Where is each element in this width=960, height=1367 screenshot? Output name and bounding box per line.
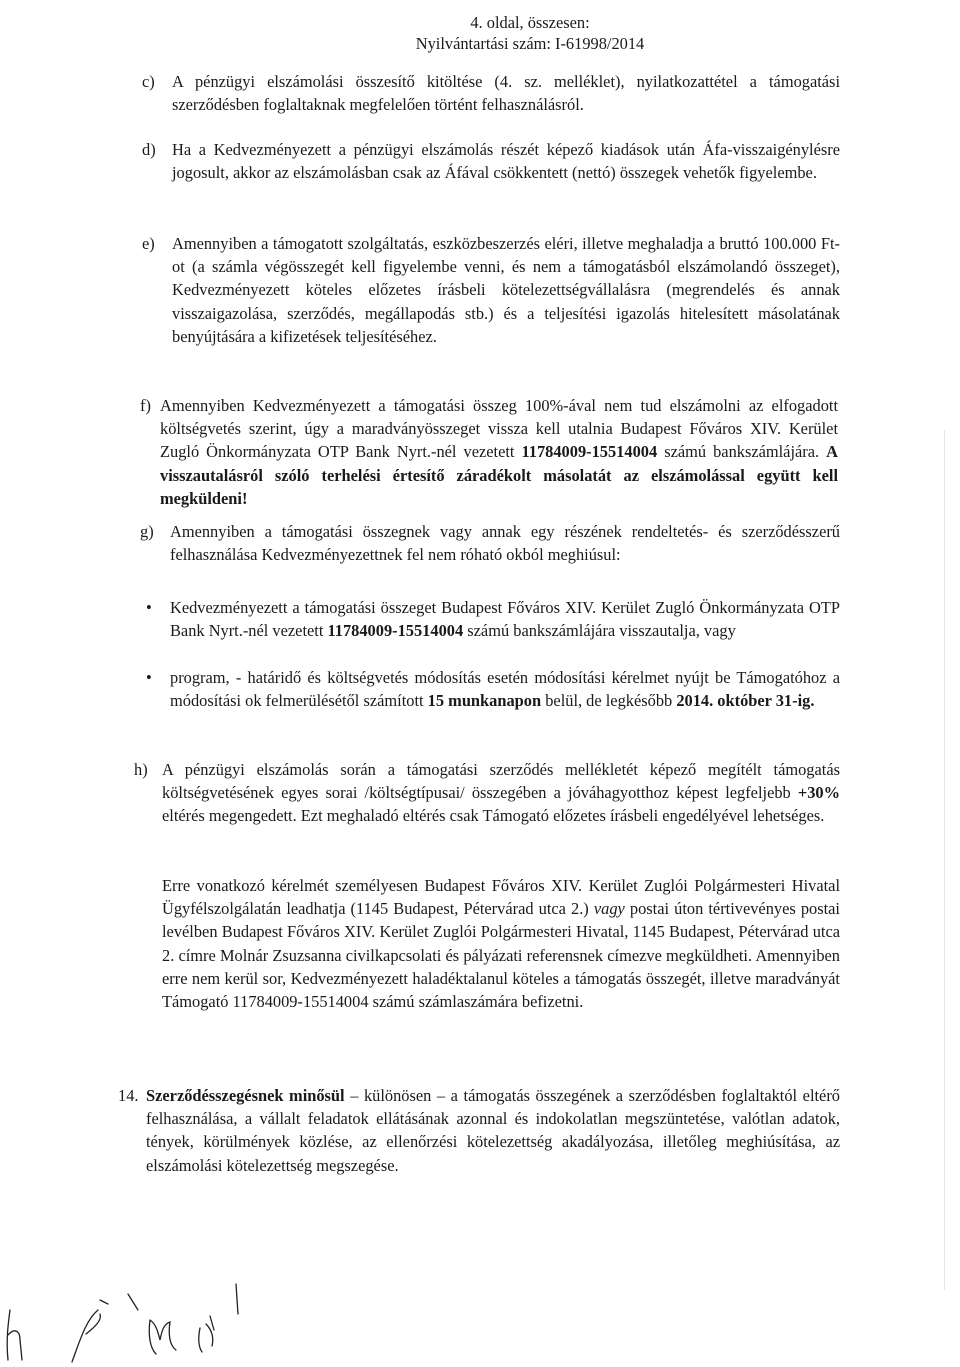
item-f-bold-notice: A visszautalásról szóló terhelési értesítő záradékolt másolatát az elszámolással együtt kell megküldeni! xyxy=(160,442,838,508)
item-f-text-1: Amennyiben Kedvezményezett a támogatási összeg 100%-ával nem tud elszámolni az elfogadott költségvetés szerint, úgy a maradványösszeget vissza kell utalnia Budapest Főváros XIV. Kerület Zugló Önkormányzata OTP Bank Nyrt.-nél vezetett xyxy=(160,396,838,462)
item-f-account: 11784009-15514004 xyxy=(521,442,658,462)
item-h-text-2: eltérés megengedett. Ezt meghaladó eltérés csak Támogató előzetes írásbeli engedélyével lehetséges. xyxy=(162,806,825,826)
section-14-bold: Szerződésszegésnek minősül xyxy=(146,1086,345,1105)
bullet-1-account: 11784009-15514004 xyxy=(327,621,464,641)
item-h-submission-1: Erre vonatkozó kérelmét személyesen Budapest Főváros XIV. Kerület Zuglói Polgármesteri Hivatal Ügyfélszolgálatán leadhatja (1145 Budapest, Pétervárad utca 2.) xyxy=(162,876,840,919)
bullet-2-text-b: belül, de legkésőbb xyxy=(545,691,673,711)
bullet-1-text-a: Kedvezményezett a támogatási összeget Budapest Főváros XIV. Kerület Zugló Önkormányzata OTP Bank Nyrt.-nél vezetett xyxy=(170,598,840,641)
item-h-submission-2: postai úton tértivevényes postai levélben Budapest Főváros XIV. Kerület Zuglói Polgármesteri Hivatal, 1145 Budapest, Pétervárad utca 2. címre Molnár Zsuzsanna civilkapcsolati és pályázati referensnek címezve megküldheti. Amennyiben erre nem kerül sor, Kedvezményezett haladéktalanul köteles a támogatás összegét, illetve maradványát Támogató 11784009-15514004 számú számlaszámára befizetni. xyxy=(162,899,840,1012)
item-h-percent: +30% xyxy=(797,783,840,803)
item-f-text xyxy=(160,394,838,510)
bullet-2-icon: • xyxy=(146,668,152,687)
item-f-label: f) xyxy=(140,396,151,415)
item-g-bullet-2 xyxy=(170,666,840,712)
bullet-2-text-a: program, - határidő és költségvetés módosítás esetén módosítási kérelmet nyújt be Támogatóhoz a módosítási ok felmerülésétől számított xyxy=(170,668,840,711)
item-g-bullet-1 xyxy=(170,596,840,642)
item-g-text: Amennyiben a támogatási összegnek vagy annak egy részének rendeltetés- és szerződésszerű felhasználása Kedvezményezettnek fel nem róható okból meghiúsul: xyxy=(170,522,840,565)
page-number: 4. oldal, összesen: xyxy=(470,13,590,32)
section-14-text xyxy=(146,1084,840,1177)
item-e-text: Amennyiben a támogatott szolgáltatás, eszközbeszerzés eléri, illetve meghaladja a bruttó 100.000 Ft-ot (a számla végösszegét kell figyelembe venni, és nem a támogatásból elszámolandó összeget), Kedvezményezett köteles előzetes írásbeli kötelezettségvállalásra (megrendelés és annak visszaigazolása, szerződés, megállapodás stb.) és a teljesítési igazolás hitelesített másolatának benyújtására a kifizetések teljesítéséhez. xyxy=(172,234,840,346)
item-h-vagy: vagy xyxy=(593,899,625,919)
section-14-body: – különösen – a támogatás összegének a szerződésben foglaltaktól eltérő felhasználása, a vállalt feladatok ellátásának azonnal és indokolatlan megszüntetése, valótlan adatok, tények, körülmények közlése, az ellenőrzési kötelezettség akadályozása, illetőleg meghiúsítása, az elszámolási kötelezettség megszegése. xyxy=(146,1086,840,1175)
bullet-2-date: 2014. október 31-ig. xyxy=(676,691,815,711)
item-f-text-2: számú bankszámlájára. xyxy=(664,442,820,462)
registry-number: Nyilvántartási szám: I-61998/2014 xyxy=(415,34,645,53)
item-h-submission xyxy=(162,874,840,1013)
handwritten-initials-signature xyxy=(0,1280,300,1367)
item-h-label: h) xyxy=(134,760,148,779)
item-c-text: A pénzügyi elszámolási összesítő kitöltése (4. sz. melléklet), nyilatkozattétel a támogatási szerződésben foglaltaknak megfelelően történt felhasználásról. xyxy=(172,72,840,115)
item-h-text-1: A pénzügyi elszámolás során a támogatási szerződés mellékletét képező megítélt támogatás költségvetésének egyes sorai /költségtípusai/ összegében a jóváhagyotthoz képest legfeljebb xyxy=(162,760,840,803)
bullet-2-days: 15 munkanapon xyxy=(427,691,542,711)
page-header xyxy=(300,12,760,54)
bullet-1-icon: • xyxy=(146,598,152,617)
item-g-label: g) xyxy=(140,522,154,541)
scan-margin-line xyxy=(944,430,945,1290)
item-d-label: d) xyxy=(142,140,156,159)
item-e-label: e) xyxy=(142,234,155,253)
item-c-label: c) xyxy=(142,72,155,91)
bullet-1-text-b: számú bankszámlájára visszautalja, vagy xyxy=(467,621,736,641)
item-h-text xyxy=(162,758,840,828)
section-14-label: 14. xyxy=(118,1086,139,1105)
item-d-text: Ha a Kedvezményezett a pénzügyi elszámolás részét képező kiadások után Áfa-visszaigénylésre jogosult, akkor az elszámolásban csak az Áfával csökkentett (nettó) összegek vehetők figyelembe. xyxy=(172,140,840,183)
